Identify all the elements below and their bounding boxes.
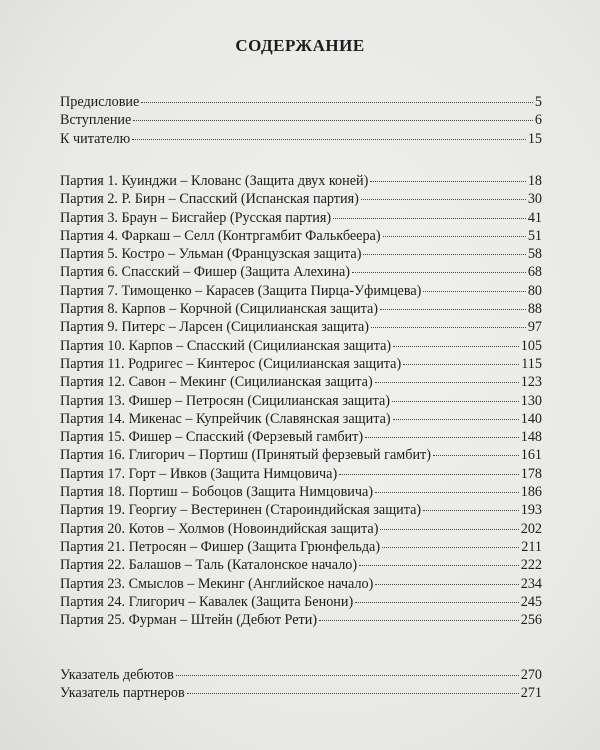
toc-entry-label: Партия 21. Петросян – Фишер (Защита Грюнфельда) [60,538,381,555]
toc-entry [60,173,542,191]
toc-entry [60,594,542,612]
dot-leader [319,620,519,621]
toc-entry-label: Партия 14. Микенас – Купрейчик (Славянская защита) [60,410,391,427]
toc-entry-label: Партия 15. Фишер – Спасский (Ферзевый гамбит) [60,429,364,446]
toc-entry-page: 161 [520,447,542,464]
toc-entry [60,319,542,337]
toc-entry-label: Вступление [60,112,132,129]
toc-entry [60,521,542,539]
toc-entry [60,612,542,630]
toc-entry-label: Партия 6. Спасский – Фишер (Защита Алехина) [60,264,350,281]
toc-entry-label: Партия 7. Тимощенко – Карасев (Защита Пирца-Уфимцева) [60,282,422,299]
toc-entry-label: Партия 22. Балашов – Таль (Каталонское начало) [60,557,358,574]
toc-entry-page: 140 [520,410,542,427]
toc-entry-page: 245 [520,593,542,610]
toc-entry-label: Партия 2. Р. Бирн – Спасский (Испанская партия) [60,191,359,208]
toc-entry [60,557,542,575]
toc-entry-page: 97 [527,319,542,336]
dot-leader [176,675,519,676]
dot-leader [187,693,519,694]
toc-entry [60,191,542,209]
toc-entry-page: 105 [520,337,542,354]
toc-entry-page: 68 [527,264,542,281]
toc-entry-page: 130 [520,392,542,409]
toc-entry [60,447,542,465]
toc-entry-page: 270 [520,667,542,683]
toc-entry [60,685,542,703]
toc-entry-label: Партия 23. Смыслов – Мекинг (Английское начало) [60,575,374,592]
toc-entry [60,374,542,392]
toc-front-matter [60,94,542,149]
toc-entry-page: 123 [520,374,542,391]
toc-entry-label: Партия 8. Карпов – Корчной (Сицилианская защита) [60,301,378,318]
toc-entry [60,576,542,594]
toc-entry-page: 211 [521,538,542,555]
toc-entry-page: 222 [520,557,542,574]
dot-leader [423,510,519,511]
toc-entry-label: Партия 5. Костро – Ульман (Французская защита) [60,246,362,263]
toc-entry [60,112,542,130]
toc-entry [60,94,542,112]
page-title: СОДЕРЖАНИЕ [235,36,365,55]
toc-entry-page: 58 [527,246,542,263]
toc-entry [60,667,542,685]
toc-entry-page: 88 [527,301,542,318]
dot-leader [403,364,519,365]
toc-entry [60,228,542,246]
toc-entry [60,283,542,301]
toc-entry-page: 41 [527,209,542,226]
dot-leader [333,218,526,219]
dot-leader [363,254,525,255]
toc-entry-label: Партия 10. Карпов – Спасский (Сицилианская защита) [60,337,392,354]
dot-leader [380,309,526,310]
dot-leader [361,199,526,200]
toc-entry [60,539,542,557]
toc-entry-page: 186 [520,484,542,501]
toc-indexes [60,667,542,704]
toc-entry [60,484,542,502]
toc-entry-page: 115 [521,355,542,372]
dot-leader [375,382,519,383]
toc-entry-label: Партия 19. Георгиу – Вестеринен (Староиндийская защита) [60,502,422,519]
dot-leader [371,327,526,328]
toc-entry-label: Указатель партнеров [60,685,185,702]
toc-entry [60,356,542,374]
dot-leader [392,401,519,402]
toc-entry-label: Партия 20. Котов – Холмов (Новоиндийская защита) [60,520,379,537]
toc-entry-page: 148 [520,429,542,446]
toc-entry [60,411,542,429]
dot-leader [355,602,519,603]
toc-entry-label: Указатель дебютов [60,667,174,683]
dot-leader [380,529,518,530]
toc-entry-label: Партия 25. Фурман – Штейн (Дебют Рети) [60,612,318,629]
toc-entry-page: 193 [520,502,542,519]
dot-leader [383,236,526,237]
dot-leader [132,139,526,140]
toc-entry-label: Партия 11. Родригес – Кинтерос (Сицилианская защита) [60,355,402,372]
dot-leader [365,437,519,438]
dot-leader [352,272,526,273]
dot-leader [375,584,518,585]
toc-entry-label: Партия 17. Горт – Ивков (Защита Нимцовича) [60,465,338,482]
dot-leader [393,346,519,347]
toc-entry [60,393,542,411]
toc-entry-label: Партия 13. Фишер – Петросян (Сицилианская защита) [60,392,391,409]
toc-entry [60,210,542,228]
toc-entry-page: 18 [527,173,542,189]
toc-entry-label: Партия 16. Глигорич – Портиш (Принятый ферзевый гамбит) [60,447,431,464]
toc-entry [60,246,542,264]
toc-entry-page: 234 [520,575,542,592]
toc-entry [60,131,542,149]
dot-leader [433,455,519,456]
toc-entry-label: Партия 3. Браун – Бисгайер (Русская партия) [60,209,332,226]
toc-entry [60,429,542,447]
dot-leader [382,547,519,548]
toc-entry-label: К читателю [60,130,131,147]
toc-entry-page: 5 [534,94,542,110]
toc-entry-page: 6 [534,112,542,129]
dot-leader [423,291,525,292]
toc-entry-page: 271 [520,685,542,702]
toc-entry [60,338,542,356]
toc-entry-page: 178 [520,465,542,482]
toc-entry [60,466,542,484]
toc-entry-page: 202 [520,520,542,537]
toc-entry-label: Партия 9. Питерс – Ларсен (Сицилианская защита) [60,319,370,336]
toc-entry-label: Партия 24. Глигорич – Кавалек (Защита Бенони) [60,593,354,610]
toc-entry [60,502,542,520]
dot-leader [339,474,519,475]
toc-entry-label: Партия 4. Фаркаш – Селл (Контргамбит Фалькбеера) [60,227,381,244]
toc-entry [60,264,542,282]
dot-leader [375,492,519,493]
toc-entry-label: Партия 12. Савон – Мекинг (Сицилианская защита) [60,374,373,391]
dot-leader [370,181,525,182]
toc-entry-label: Партия 1. Куинджи – Клованс (Защита двух коней) [60,173,369,189]
dot-leader [141,102,533,103]
toc-entry [60,301,542,319]
dot-leader [393,419,519,420]
toc-entry-page: 80 [527,282,542,299]
dot-leader [359,565,519,566]
toc-entry-page: 15 [527,130,542,147]
dot-leader [133,120,533,121]
toc-entry-page: 51 [527,227,542,244]
toc-entry-page: 30 [527,191,542,208]
toc-entry-page: 256 [520,612,542,629]
toc-games [60,173,542,630]
toc-entry-label: Предисловие [60,94,140,110]
toc-entry-label: Партия 18. Портиш – Бобоцов (Защита Нимцовича) [60,484,374,501]
